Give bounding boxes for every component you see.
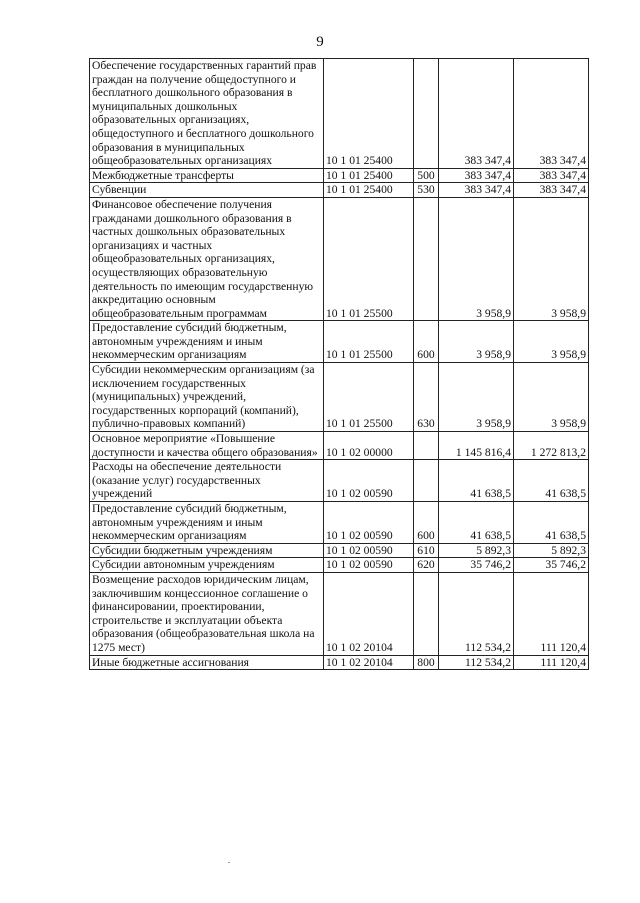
table-row — [90, 558, 589, 573]
row-amount-year2: 383 347,4 — [514, 168, 589, 183]
row-code: 10 1 02 00590 — [324, 558, 414, 573]
row-name: Обеспечение государственных гарантий прав граждан на получение общедоступного и бесплатного дошкольного образования в муниципальных дошкольных образовательных организациях, общедоступного и бесплатного дошкольного образования в муниципальных общеобразовательных организациях — [90, 59, 324, 169]
row-name: Возмещение расходов юридическим лицам, заключившим концессионное соглашение о финансировании, проектировании, строительстве и эксплуатации объекта образования (общеобразовательная школа на 1275 мест) — [90, 572, 324, 655]
row-name: Субсидии бюджетным учреждениям — [90, 543, 324, 558]
row-code: 10 1 02 20104 — [324, 655, 414, 670]
row-amount-year1: 112 534,2 — [439, 655, 514, 670]
row-expense-type: 600 — [414, 321, 439, 363]
page-number: 9 — [316, 34, 324, 50]
row-name: Предоставление субсидий бюджетным, автономным учреждениям и иным некоммерческим организациям — [90, 502, 324, 544]
budget-table — [89, 58, 589, 670]
row-name: Предоставление субсидий бюджетным, автономным учреждениям и иным некоммерческим организациям — [90, 321, 324, 363]
row-code: 10 1 02 20104 — [324, 572, 414, 655]
row-expense-type: 530 — [414, 183, 439, 198]
row-amount-year1: 3 958,9 — [439, 197, 514, 320]
table-row — [90, 543, 589, 558]
row-amount-year1: 1 145 816,4 — [439, 432, 514, 460]
table-row — [90, 572, 589, 655]
row-amount-year2: 383 347,4 — [514, 59, 589, 169]
row-amount-year1: 3 958,9 — [439, 321, 514, 363]
row-code: 10 1 02 00590 — [324, 460, 414, 502]
table-row — [90, 183, 589, 198]
row-amount-year1: 383 347,4 — [439, 59, 514, 169]
table-row — [90, 432, 589, 460]
row-code: 10 1 02 00000 — [324, 432, 414, 460]
row-expense-type: 800 — [414, 655, 439, 670]
row-name: Субсидии некоммерческим организациям (за исключением государственных (муниципальных) учреждений, государственных корпораций (компаний), публично-правовых компаний) — [90, 363, 324, 432]
row-amount-year1: 41 638,5 — [439, 502, 514, 544]
row-amount-year2: 1 272 813,2 — [514, 432, 589, 460]
row-expense-type — [414, 460, 439, 502]
row-amount-year1: 3 958,9 — [439, 363, 514, 432]
table-row — [90, 363, 589, 432]
row-expense-type: 630 — [414, 363, 439, 432]
row-name: Межбюджетные трансферты — [90, 168, 324, 183]
row-amount-year2: 3 958,9 — [514, 197, 589, 320]
row-name: Субсидии автономным учреждениям — [90, 558, 324, 573]
row-amount-year1: 383 347,4 — [439, 183, 514, 198]
row-amount-year2: 3 958,9 — [514, 363, 589, 432]
row-name: Расходы на обеспечение деятельности (оказание услуг) государственных учреждений — [90, 460, 324, 502]
row-code: 10 1 01 25400 — [324, 168, 414, 183]
table-row — [90, 460, 589, 502]
row-amount-year2: 111 120,4 — [514, 572, 589, 655]
table-row — [90, 59, 589, 169]
row-name: Финансовое обеспечение получения гражданами дошкольного образования в частных дошкольных образовательных организациях и частных общеобразовательных организациях, осуществляющих образовательную деятельность по имеющим государственную аккредитацию основным общеобразовательным программам — [90, 197, 324, 320]
row-code: 10 1 01 25500 — [324, 197, 414, 320]
row-name: Иные бюджетные ассигнования — [90, 655, 324, 670]
row-expense-type: 600 — [414, 502, 439, 544]
row-expense-type: 500 — [414, 168, 439, 183]
row-amount-year2: 5 892,3 — [514, 543, 589, 558]
table-row — [90, 321, 589, 363]
row-amount-year1: 112 534,2 — [439, 572, 514, 655]
table-row — [90, 197, 589, 320]
row-code: 10 1 01 25400 — [324, 59, 414, 169]
row-amount-year2: 111 120,4 — [514, 655, 589, 670]
row-code: 10 1 02 00590 — [324, 502, 414, 544]
row-code: 10 1 01 25500 — [324, 363, 414, 432]
row-amount-year2: 41 638,5 — [514, 502, 589, 544]
table-row — [90, 168, 589, 183]
row-expense-type — [414, 432, 439, 460]
table-row — [90, 502, 589, 544]
row-amount-year2: 383 347,4 — [514, 183, 589, 198]
row-amount-year1: 383 347,4 — [439, 168, 514, 183]
row-code: 10 1 01 25500 — [324, 321, 414, 363]
row-code: 10 1 01 25400 — [324, 183, 414, 198]
row-code: 10 1 02 00590 — [324, 543, 414, 558]
row-amount-year2: 41 638,5 — [514, 460, 589, 502]
table-row — [90, 655, 589, 670]
row-amount-year2: 35 746,2 — [514, 558, 589, 573]
row-name: Основное мероприятие «Повышение доступности и качества общего образования» — [90, 432, 324, 460]
row-amount-year1: 5 892,3 — [439, 543, 514, 558]
row-amount-year1: 41 638,5 — [439, 460, 514, 502]
row-expense-type — [414, 572, 439, 655]
scan-speck — [228, 862, 230, 863]
row-expense-type — [414, 197, 439, 320]
row-name: Субвенции — [90, 183, 324, 198]
row-amount-year1: 35 746,2 — [439, 558, 514, 573]
row-expense-type: 620 — [414, 558, 439, 573]
row-amount-year2: 3 958,9 — [514, 321, 589, 363]
row-expense-type: 610 — [414, 543, 439, 558]
row-expense-type — [414, 59, 439, 169]
